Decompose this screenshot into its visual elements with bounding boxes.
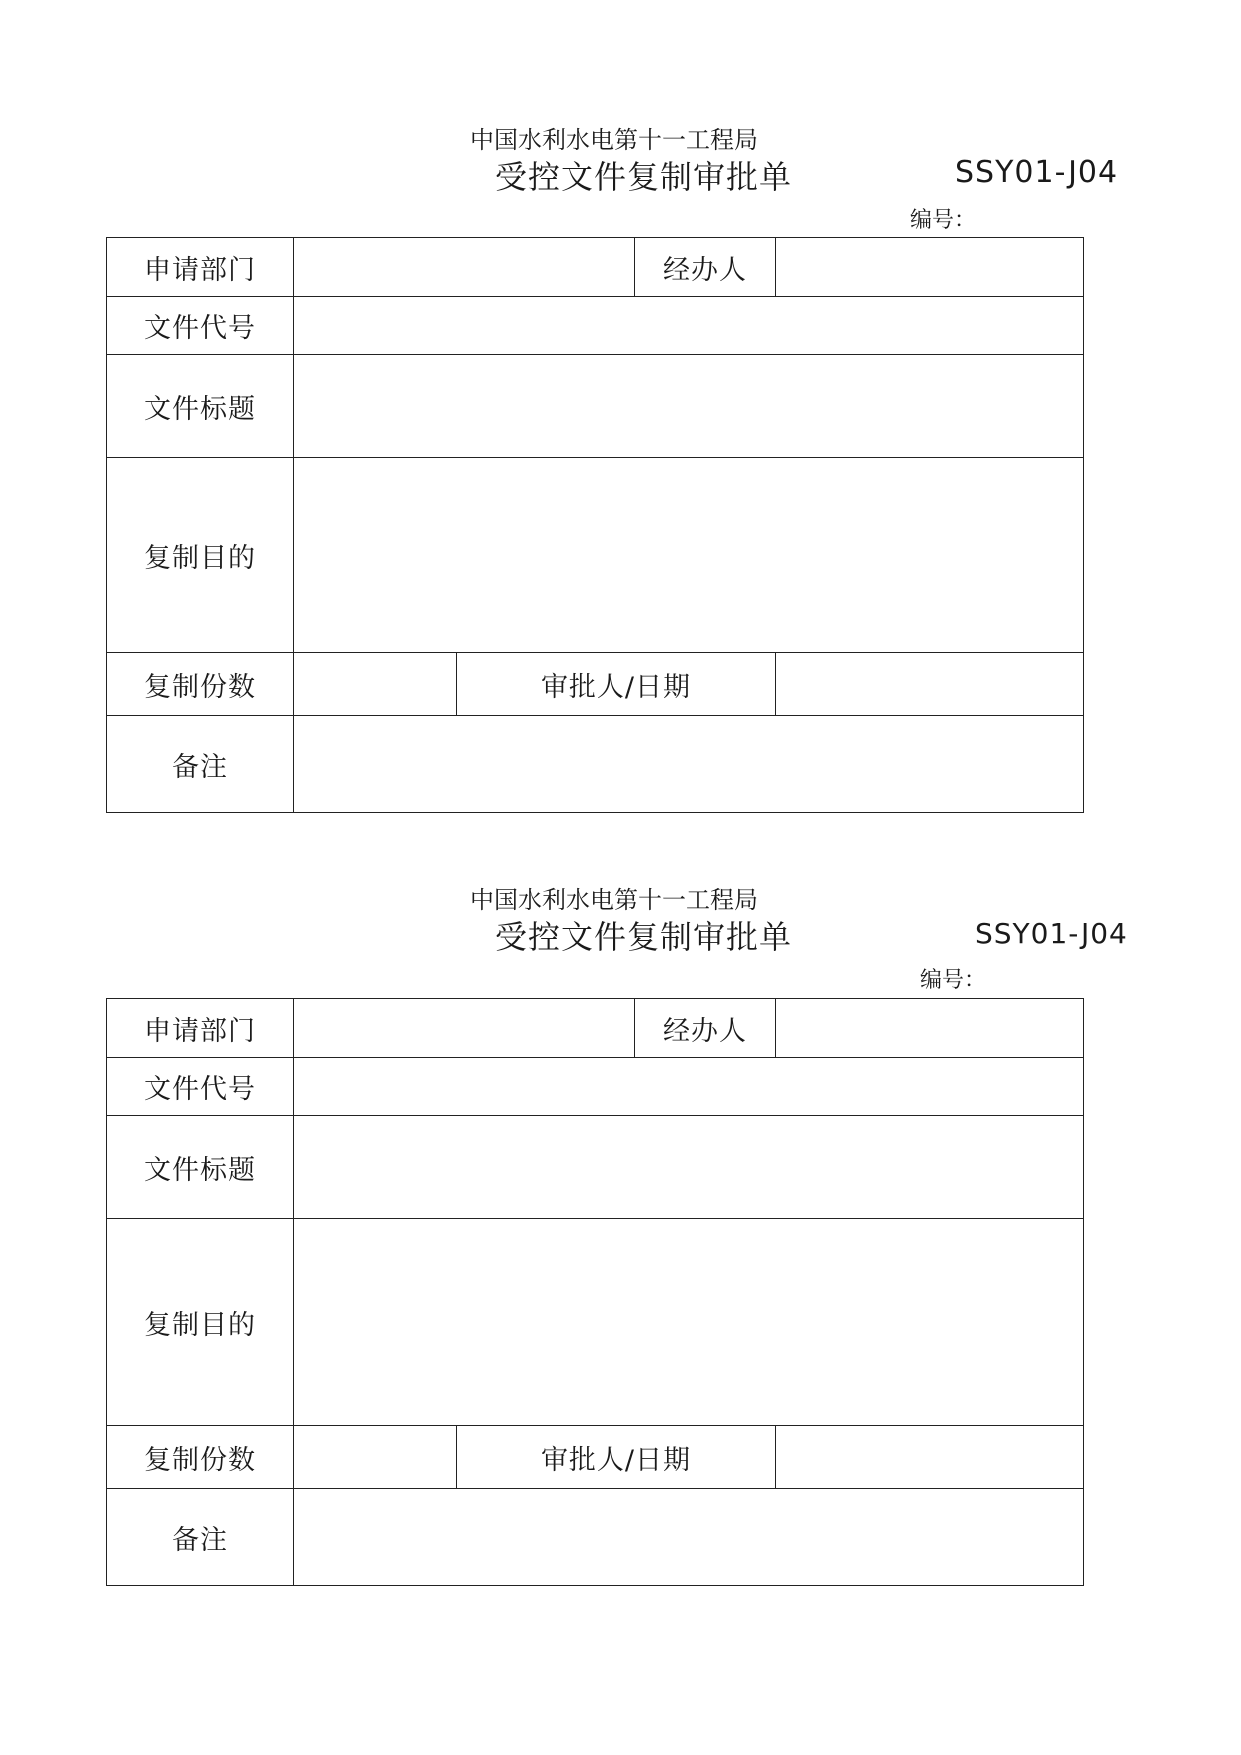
approver-date-label: 审批人/日期 xyxy=(457,653,776,716)
form-title: 受控文件复制审批单 xyxy=(495,158,793,196)
approver-date-field[interactable] xyxy=(776,1426,1084,1489)
approval-table xyxy=(106,998,1084,1586)
approver-date-field[interactable] xyxy=(776,653,1084,716)
copies-field[interactable] xyxy=(294,653,457,716)
doc-title-field[interactable] xyxy=(294,1116,1084,1219)
handler-label: 经办人 xyxy=(635,238,776,297)
purpose-label: 复制目的 xyxy=(107,1219,294,1426)
purpose-field[interactable] xyxy=(294,1219,1084,1426)
purpose-label: 复制目的 xyxy=(107,458,294,653)
remarks-field[interactable] xyxy=(294,1489,1084,1586)
doc-code-field[interactable] xyxy=(294,1058,1084,1116)
purpose-field[interactable] xyxy=(294,458,1084,653)
handler-label: 经办人 xyxy=(635,999,776,1058)
form-title: 受控文件复制审批单 xyxy=(495,918,793,956)
organization-name: 中国水利水电第十一工程局 xyxy=(470,886,758,914)
handler-field[interactable] xyxy=(776,999,1084,1058)
approval-table xyxy=(106,237,1084,813)
copies-label: 复制份数 xyxy=(107,653,294,716)
serial-number-label: 编号： xyxy=(910,208,977,233)
doc-title-label: 文件标题 xyxy=(107,355,294,458)
remarks-field[interactable] xyxy=(294,716,1084,813)
doc-title-field[interactable] xyxy=(294,355,1084,458)
serial-number-label: 编号： xyxy=(920,968,987,993)
doc-code-field[interactable] xyxy=(294,297,1084,355)
form-code: SSY01-J04 xyxy=(975,917,1128,950)
remarks-label: 备注 xyxy=(107,1489,294,1586)
dept-label: 申请部门 xyxy=(107,999,294,1058)
dept-label: 申请部门 xyxy=(107,238,294,297)
organization-name: 中国水利水电第十一工程局 xyxy=(470,126,758,154)
doc-title-label: 文件标题 xyxy=(107,1116,294,1219)
approver-date-label: 审批人/日期 xyxy=(457,1426,776,1489)
dept-field[interactable] xyxy=(294,999,635,1058)
dept-field[interactable] xyxy=(294,238,635,297)
form-code: SSY01-J04 xyxy=(955,155,1119,190)
handler-field[interactable] xyxy=(776,238,1084,297)
doc-code-label: 文件代号 xyxy=(107,297,294,355)
remarks-label: 备注 xyxy=(107,716,294,813)
doc-code-label: 文件代号 xyxy=(107,1058,294,1116)
copies-field[interactable] xyxy=(294,1426,457,1489)
copies-label: 复制份数 xyxy=(107,1426,294,1489)
